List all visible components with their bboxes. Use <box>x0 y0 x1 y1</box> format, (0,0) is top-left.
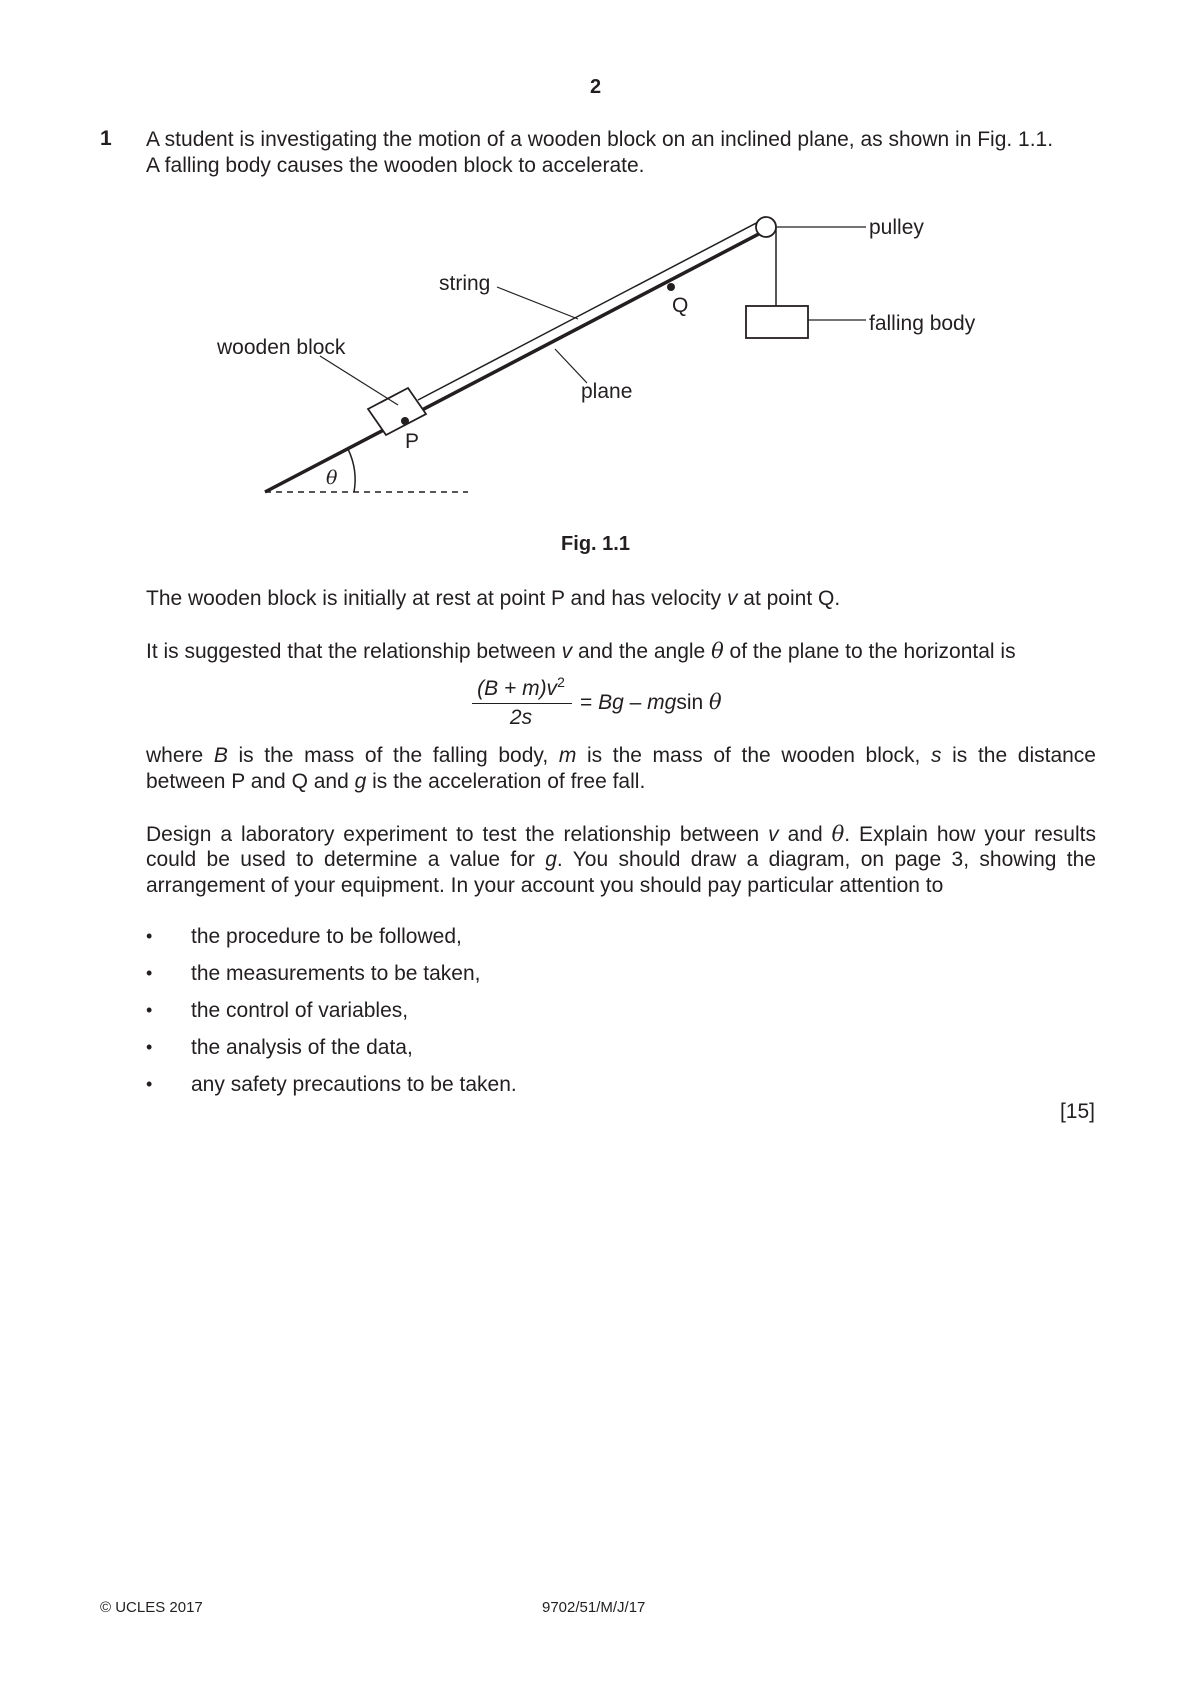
equation-denominator: 2s <box>509 706 533 729</box>
inclined-plane <box>265 226 774 492</box>
design-line-2: could be used to determine a value for g. You should draw a diagram, on page 3, showing the <box>146 848 1096 871</box>
pulley-icon <box>756 217 776 237</box>
pulley-label: pulley <box>869 216 924 239</box>
page-number: 2 <box>589 76 602 98</box>
point-q-label: Q <box>672 294 689 317</box>
bullet-marker: • <box>146 1074 153 1094</box>
design-line-1: Design a laboratory experiment to test the relationship between v and θ. Explain how your results <box>146 822 1096 846</box>
wooden-block-leader <box>320 356 398 405</box>
string-label: string <box>439 272 491 295</box>
wooden-block-shape <box>368 388 426 435</box>
angle-theta-label: θ <box>326 467 338 489</box>
bullet-item: any safety precautions to be taken. <box>191 1073 517 1096</box>
bullet-marker: • <box>146 1000 153 1020</box>
question-intro-line-1: A student is investigating the motion of a wooden block on an inclined plane, as shown in Fig. 1.1. <box>146 128 1054 151</box>
point-p-label: P <box>405 430 420 453</box>
falling-body-box <box>746 306 808 338</box>
string-line <box>418 219 764 400</box>
bullet-item: the analysis of the data, <box>191 1036 413 1059</box>
question-number: 1 <box>100 127 112 150</box>
falling-body-label: falling body <box>869 312 976 335</box>
footer-paper-code: 9702/51/M/J/17 <box>542 1599 646 1616</box>
point-p-dot <box>401 417 409 425</box>
bullet-marker: • <box>146 1037 153 1057</box>
equation-numerator: $(B + m)v^2$ <box>477 674 565 700</box>
plane-leader <box>555 349 587 383</box>
fraction-bar <box>472 703 572 704</box>
figure-caption: Fig. 1.1 <box>561 533 630 555</box>
bullet-item: the procedure to be followed, <box>191 925 462 948</box>
bullet-item: the control of variables, <box>191 999 409 1022</box>
figure-inclined-plane <box>0 0 1191 560</box>
string-leader <box>497 287 578 319</box>
design-line-3: arrangement of your equipment. In your account you should pay particular attention to <box>146 874 944 897</box>
bullet-marker: • <box>146 963 153 983</box>
equation <box>470 674 750 734</box>
plane-label: plane <box>581 380 633 403</box>
bullet-item: the measurements to be taken, <box>191 962 481 985</box>
point-q-dot <box>667 283 675 291</box>
footer-copyright: © UCLES 2017 <box>100 1599 203 1616</box>
bullet-marker: • <box>146 926 153 946</box>
angle-arc <box>348 449 355 492</box>
marks-allocation: [15] <box>1059 1100 1095 1123</box>
question-intro-line-2: A falling body causes the wooden block to accelerate. <box>146 154 645 177</box>
where-line-2: between P and Q and g is the acceleration of free fall. <box>146 770 646 793</box>
suggest-sentence: It is suggested that the relationship between v and the angle θ of the plane to the horizontal is <box>146 639 1016 663</box>
equation-rhs: = Bg – mgsin θ <box>580 690 722 714</box>
rest-sentence: The wooden block is initially at rest at point P and has velocity v at point Q. <box>146 587 841 610</box>
where-line-1: where B is the mass of the falling body, m is the mass of the wooden block, s is the distance <box>146 744 1096 767</box>
wooden-block-label: wooden block <box>217 336 346 359</box>
